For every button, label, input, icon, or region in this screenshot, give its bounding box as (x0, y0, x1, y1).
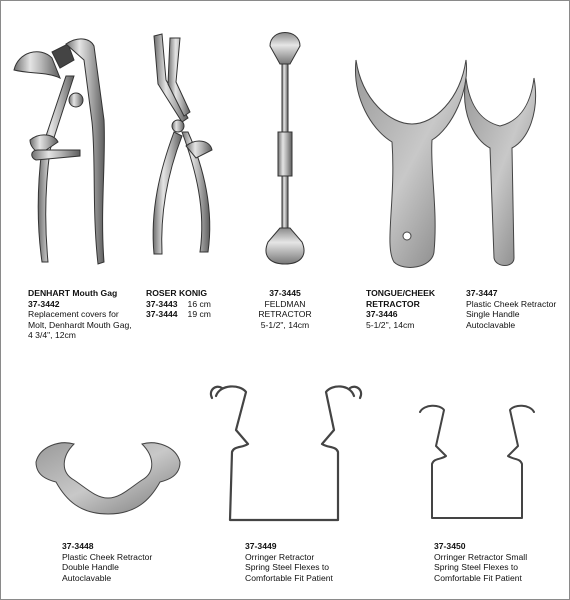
product-desc-line: Replacement covers for (28, 309, 119, 320)
product-code: 37-3445 (269, 288, 301, 298)
product-desc-line: Comfortable Fit Patient (245, 572, 333, 583)
product-code: 37-3450 (434, 541, 466, 551)
caption-cheek-double (62, 541, 172, 583)
product-desc-line: Comfortable Fit Patient (434, 572, 522, 583)
product-code: 37-3443 (146, 298, 178, 309)
product-title-line: TONGUE/CHEEK (366, 288, 436, 298)
product-code: 37-3446 (366, 309, 398, 320)
product-desc-line: FELDMAN (264, 298, 306, 309)
product-desc-line: Molt, Denhardt Mouth Gag, (28, 319, 132, 330)
product-desc-line: Single Handle (466, 309, 520, 320)
product-desc-line: Plastic Cheek Retractor (62, 551, 153, 562)
product-code: 37-3444 (146, 309, 178, 320)
caption-roser-konig (146, 288, 236, 320)
product-size: 16 cm (187, 298, 211, 309)
product-desc-line: Spring Steel Flexes to (245, 562, 330, 573)
product-desc-line: Autoclavable (62, 572, 112, 583)
product-title: DENHART Mouth Gag (28, 288, 118, 298)
caption-feldman (245, 288, 325, 330)
product-desc-line: 4 3/4", 12cm (28, 330, 76, 341)
product-code: 37-3447 (466, 288, 498, 298)
caption-orringer-small (434, 541, 559, 583)
product-desc-line: Spring Steel Flexes to (434, 562, 519, 573)
product-desc-line: Plastic Cheek Retractor (466, 298, 557, 309)
caption-tongue-cheek (366, 288, 456, 330)
product-desc-line: 5-1/2", 14cm (260, 319, 310, 330)
product-desc-line: Orringer Retractor (245, 551, 315, 562)
product-code: 37-3442 (28, 298, 60, 309)
product-title: ROSER KONIG (146, 288, 208, 298)
product-code: 37-3449 (245, 541, 277, 551)
caption-orringer (245, 541, 365, 583)
product-size: 19 cm (187, 309, 211, 320)
product-code: 37-3448 (62, 541, 94, 551)
product-title-line: RETRACTOR (366, 298, 420, 309)
caption-cheek-single (466, 288, 566, 330)
product-desc-line: 5-1/2", 14cm (366, 319, 415, 330)
product-desc-line: Double Handle (62, 562, 119, 573)
product-desc-line: Autoclavable (466, 319, 516, 330)
product-desc-line: RETRACTOR (258, 309, 312, 320)
size-row (146, 299, 236, 310)
size-row (146, 309, 236, 320)
product-desc-line: Orringer Retractor Small (434, 551, 528, 562)
caption-denhart (28, 288, 138, 341)
